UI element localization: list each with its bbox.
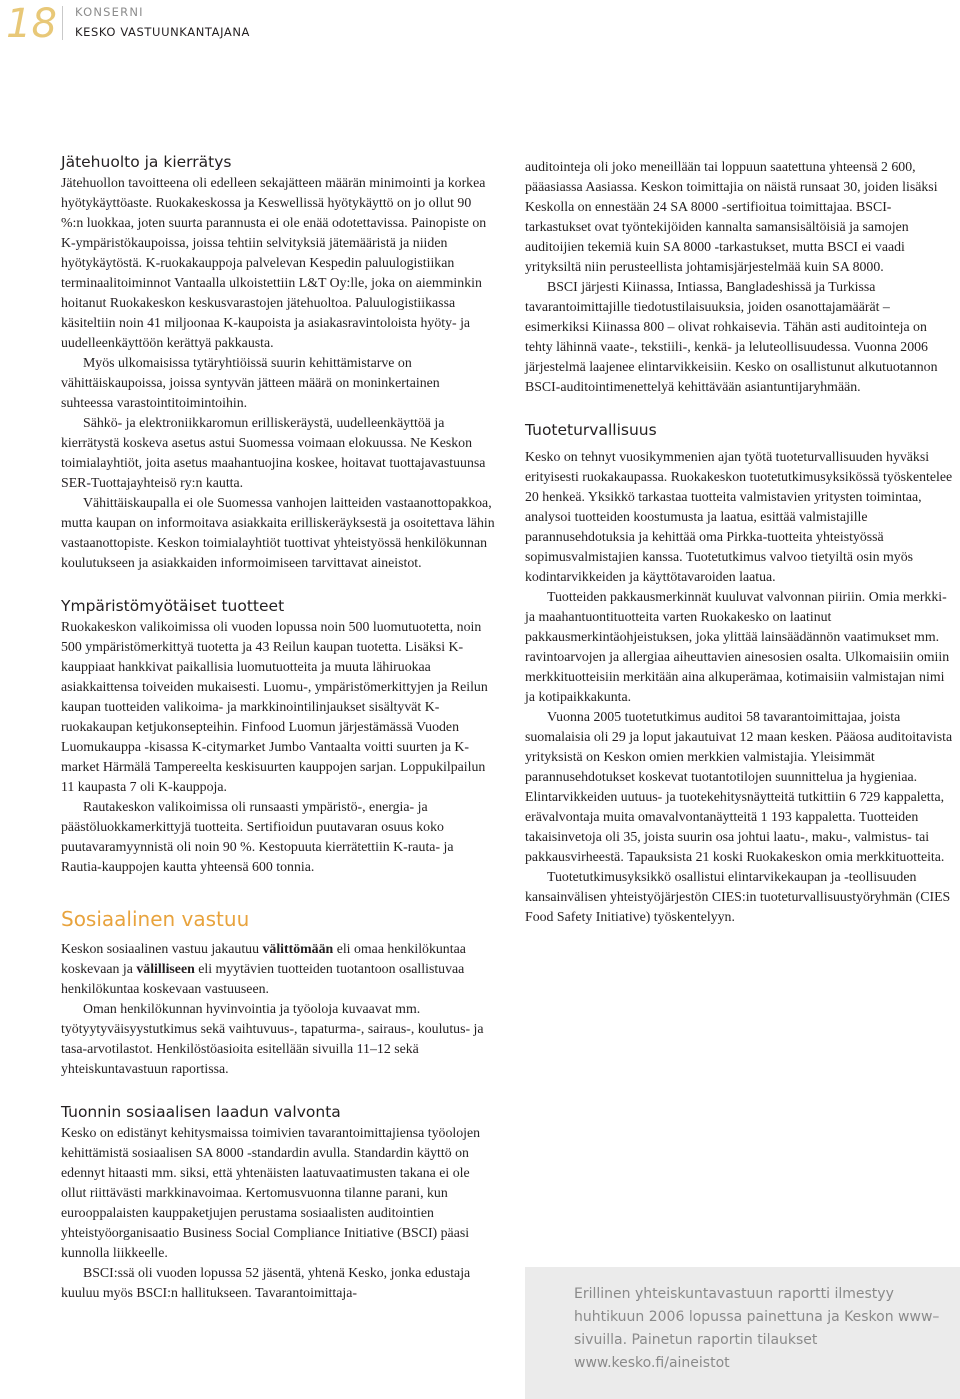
direct-term: välittömään: [262, 941, 334, 956]
eco-paragraph-2: Rautakeskon valikoimissa oli runsaasti ympäristö-, energia- ja päästöluokkamerkittyjä tuotteita. Sertifioidun puutavaran osuus koko puutavaramyynnistä oli noin 90 %. Kestopuuta kierrätettiin K-rauta- ja Rautia-kauppojen kautta yhteensä 600 tonnia.: [61, 799, 454, 874]
social-paragraph-1: Keskon sosiaalinen vastuu jakautuu välittömään eli omaa henkilökuntaa koskevaan ja välilliseen eli myytävien tuotteiden tuotantoon osallistuvaa henkilökuntaa koskevaan vastuuseen.: [61, 941, 466, 996]
report-notice-box: [525, 1267, 960, 1399]
indirect-term: välilliseen: [136, 961, 195, 976]
right-column: [525, 157, 957, 927]
supply-paragraph-1: Kesko on edistänyt kehitysmaissa toimivien tavarantoimittajiensa työolojen kehittämistä sosiaalisen SA 8000 -standardin avulla. Standardin käyttö on edennyt hitaasti mm. siksi, että yhtenäisten laatuvaatimusten takana ei ole ollut riittävästi markkinavoimaa. Kertomusvuonna tilanne parani, kun eurooppalaisten kauppaketjujen perustama sosiaalisten auditointien yhteistyöorganisaatio Business Social Compliance Initiative (BSCI) päasi kunnolla liikkeelle.: [61, 1125, 481, 1260]
safety-paragraph-3: Vuonna 2005 tuotetutkimus auditoi 58 tavarantoimittajaa, joista suomalaisia oli 29 ja loput jakautuivat 12 maan kesken. Pääosa auditoitavista yrityksistä on Keskon omien merkkien valmistajia. Yleisimmät parannusehdotukset koskevat tuotantotilojen suunnittelua ja hygieniaa. Elintarvikkeiden uutuus- ja tuotekehitysnäytteitä tutkittiin 6 729 kappaletta, erävalvontaja muita omavalvontanäytteitä 1 193 kappaletta. Tuotteiden takaisinvetoja oli 35, joista suurin osa johtui laatu-, maku-, valmistus- tai pakkausvirheestä. Tapauksista 21 koski Ruokakeskon omia merkkituotteita.: [525, 709, 953, 864]
eco-products-heading: Ympäristömyötäiset tuotteet: [61, 597, 285, 615]
supply-paragraph-2: BSCI:ssä oli vuoden lopussa 52 jäsentä, yhtenä Kesko, jonka edustaja kuuluu myös BSCI:n hallitukseen. Tavarantoimittaja-: [61, 1265, 471, 1300]
safety-paragraph-2: Tuotteiden pakkausmerkinnät kuuluvat valvonnan piiriin. Omia merkki- ja maahantuontituotteita varten Ruokakesko on laatinut pakkausmerkintäohjeistuksen, joka ylittää lainsäädännön vaatimukset mm. ravintoarvojen ja allergiaa aiheuttavien ainesosien osalta. Ulkomaisiin omiin merkkituotteisiin merkitään aina alkuperämaa, kotimaisiin valmistajan nimi ja kotipaikkakunta.: [525, 589, 950, 704]
safety-paragraph-4: Tuotetutkimusyksikkö osallistui elintarvikekaupan ja -teollisuuden kansainvälisen yhteistyöjärjestön CIES:in tuoteturvallisuustyöryhmän (CIES Food Safety Initiative) työskentelyyn.: [525, 869, 951, 924]
waste-paragraph-3: Sähkö- ja elektroniikkaromun erilliskeräystä, uudelleenkäyttöä ja kierrätystä koskeva asetus astui Suomessa voimaan elokuussa. Ne Keskon toimialayhtiöt, joita asetus maahantuojina koskee, hoitavat tuottajavastuunsa SER-Tuottajayhteisö ry:n kautta.: [61, 415, 486, 490]
bsci-paragraph-2: BSCI järjesti Kiinassa, Intiassa, Bangladeshissä ja Turkissa tavarantoimittajille tiedotustilaisuuksia, joiden osanottajamäärät – esimerkiksi Kiinassa 800 – olivat rohkaisevia. Tähän asti auditointeja on tehty lähinnä vaate-, tekstiili-, kenkä- ja leluteollisuudessa. Vuonna 2006 järjestelmä laajenee elintarvikkeisiin. Kesko on osallistunut alkutuotannon BSCI-auditointimenettelyä kehittävään asiantuntijaryhmään.: [525, 279, 938, 394]
waste-paragraph-1: Jätehuollon tavoitteena oli edelleen sekajätteen määrän minimointi ja korkea hyötykäyttöaste. Ruokakeskossa ja Keswellissä hyötykäyttö on jo ollut 90 %:n luokkaa, joten suurta parannusta ei ole enää odotettavissa. Painopiste on K-ympäristökaupoissa, joissa tehtiin selvityksiä jätemääristä ja niiden hyötykäytöstä. K-ruokakauppoja palvelevan Kespedin paluulogistiikan terminaalitoiminnot Vantaalla ulkoistettiin L&T Oy:lle, joka on aiemminkin hoitanut Ruokakeskon keskusvarastojen jätehuoltoa. Paluulogistiikassa käsiteltiin noin 41 miljoonaa K-kaupoista ja asiakasravintoloista hyöty- ja uudelleenkäyttöön kerättyä pakkausta.: [61, 175, 487, 350]
product-safety-heading: Tuoteturvallisuus: [525, 421, 657, 439]
waste-paragraph-4: Vähittäiskaupalla ei ole Suomessa vanhojen laitteiden vastaanottopakkoa, mutta kaupan on informoitava asiakkaita erilliskeräyksestä ja osoitettava lähin vastaanottopiste. Keskon toimialayhtiöt tuottivat yhteistyössä henkilökunnan koulutukseen ja asiakkaiden informoimiseen tarvittavat aineistot.: [61, 495, 495, 570]
section-label: KONSERNI: [75, 5, 144, 19]
social-paragraph-2: Oman henkilökunnan hyvinvointia ja työoloja kuvaavat mm. työtyytyväisyystutkimus sekä vaihtuvuus-, tapaturma-, sairaus-, koulutus- ja tasa-arvotilastot. Henkilöstöasioita esitellään sivuilla 11–12 sekä yhteiskuntavastuun raportissa.: [61, 1001, 484, 1076]
waste-heading: Jätehuolto ja kierrätys: [61, 153, 232, 171]
safety-paragraph-1: Kesko on tehnyt vuosikymmenien ajan työtä tuoteturvallisuuden hyväksi erityisesti ruokakaupassa. Ruokakeskon tuotetutkimusyksikössä työskentelee 20 henkeä. Yksikkö tarkastaa tuotteita valmistavien yritysten toimintaa, analysoi tuotteiden koostumusta ja laatua, esittää valmistajille parannusehdotuksia ja kehittää oma Pirkka-tuotteita yhteistyössä sopimusvalmistajien kanssa. Tuotetutkimus valvoo tietyiltä osin myös kodintarvikkeiden ja käyttötavaroiden laatua.: [525, 449, 953, 584]
supply-chain-heading: Tuonnin sosiaalisen laadun valvonta: [61, 1103, 341, 1121]
report-title: KESKO VASTUUNKANTAJANA: [75, 25, 251, 39]
social-responsibility-heading: Sosiaalinen vastuu: [61, 907, 250, 931]
left-column: [61, 151, 495, 1303]
page-number: 18: [6, 1, 57, 47]
page-header: [0, 0, 960, 50]
waste-paragraph-2: Myös ulkomaisissa tytäryhtiöissä suurin kehittämistarve on vähittäiskaupoissa, joissa syntyvän jätteen määrä on moninkertainen suhteessa varastointitoimintoihin.: [61, 355, 440, 410]
eco-paragraph-1: Ruokakeskon valikoimissa oli vuoden lopussa noin 500 luomutuotetta, noin 500 ympäristömerkittyä tuotetta ja 43 Reilun kaupan tuotetta. Lisäksi K-kauppiaat hankkivat paikallisia luomutuotteita ja muuta lähiruokaa asiakkaittensa toiveiden mukaisesti. Luomu-, ympäristömerkittyjen ja Reilun kaupan tuotteiden valikoima- ja markkinointilinjaukset sisältyvät K-ruokakaupan ketjukonsepteihin. Finfood Luomun järjestämässä Vuoden Luomukauppa -kisassa K-citymarket Jumbo Vantaalta voitti suurten ja K-market Härmälä Tampereelta keskisuurten kauppojen sarjan. Loppukilpailun 11 kaupasta 7 oli K-kauppoja.: [61, 619, 488, 794]
report-notice-text: Erillinen yhteiskuntavastuun raportti ilmestyy huhtikuun 2006 lopussa painettuna ja Keskon www–sivuilla. Painetun raportin tilaukset www.kesko.fi/aineistot: [574, 1286, 940, 1371]
bsci-paragraph-1: auditointeja oli joko meneillään tai loppuun saatettuna yhteensä 2 600, pääasiassa Aasiassa. Keskon toimittajia on näistä runsaat 30, joiden lisäksi Keskolla on ennestään 24 SA 8000 -sertifioitua toimittajaa. BSCI-tarkastukset ovat työntekijöiden kannalta samansisältöisiä ja samojen auditoijien tekemiä kuin SA 8000 -tarkastukset, mutta BSCI ei vaadi yrityksiltä niin perusteellista johtamisjärjestelmää kuin SA 8000.: [525, 159, 938, 274]
header-divider: [62, 6, 63, 40]
